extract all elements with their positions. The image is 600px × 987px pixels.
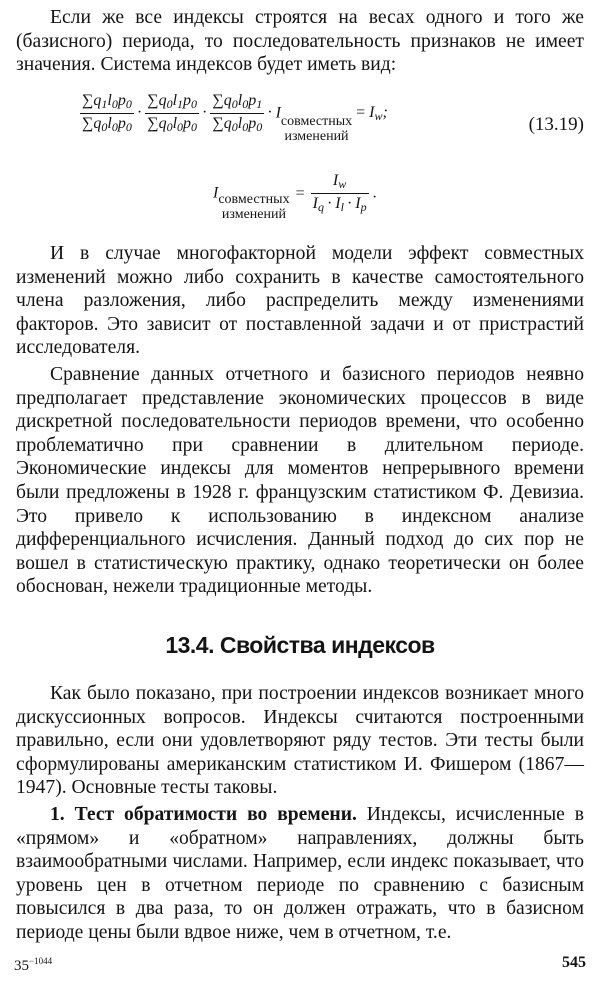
section-heading: 13.4. Свойства индексов [165, 632, 435, 658]
paragraph-intro-text: Если же все индексы строятся на весах одного и того же (базисного) периода, то последовательность признаков не имеет значения. Система индексов будет иметь вид: [16, 7, 584, 76]
paragraph-tests-intro-text: Как было показано, при построении индексов возникает много дискуссионных вопросов. Индексы считаются построенными правильно, если они удовлетворяют ряду тестов. Эти тесты были сформулированы американским статистиком И. Фишером (1867—1947). Основные тесты таковы. [16, 683, 584, 799]
equation-number: (13.19) [528, 114, 584, 135]
fraction-2: $\frac{\sum q_0l_1p_0}{\sum q_0l_0p_0}$ [147, 92, 198, 134]
formula-1-subscript: совместных изменений [280, 114, 353, 144]
paragraph-comparison [16, 363, 584, 599]
fraction-1: $\frac{\sum q_1l_0p_0}{\sum q_0l_0p_0}$ [82, 92, 132, 134]
formula-joint-changes: Iсовместных изменений= $\frac{I_w}{I_q \cdot I_l \cdot I_p}$ . [213, 172, 377, 222]
printer-signature: $35^{-1044}$ [14, 956, 53, 974]
test-title: 1. Тест обратимости во времени. [50, 804, 357, 825]
paragraph-multifactor-text: И в случае многофакторной модели эффект совместных изменений можно либо сохранить в качестве самостоятельного члена разложения, либо распределить между изменениями факторов. Это зависит от поставленной задачи и от пристрастий исследователя. [16, 243, 584, 359]
formula-2-subscript: совместных изменений [218, 192, 290, 222]
fraction-3: $\frac{\sum q_0l_0p_1}{\sum q_0l_0p_0}$ [212, 92, 263, 134]
formula-13-19: $\frac{\sum q_1l_0p_0}{\sum q_0l_0p_0}$ · $\frac{\sum q_0l_1p_0}{\sum q_0l_0p_0}$ · $\frac{\sum q_0l_0p_1}{\sum q_0l_0p_0}$ · Iсовместных изменений = $I_w$; [82, 92, 388, 144]
paragraph-time-reversal [16, 803, 584, 945]
paragraph-multifactor [16, 242, 584, 360]
paragraph-comparison-text: Сравнение данных отчетного и базисного периодов неявно предполагает представление экономических процессов в виде дискретной последовательности периодов времени, что особенно проблематично при сравнении в длительном периоде. Экономические индексы для моментов непрерывного времени были предложены в 1928 г. французским статистиком Ф. Девизиа. Это привело к использованию в индексном анализе дифференциального исчисления. Данный подход до сих пор не вошел в статистическую практику, однако теоретически он более обоснован, нежели традиционные методы. [16, 364, 584, 598]
paragraph-intro [16, 6, 584, 77]
fraction-4: $\frac{I_w}{I_q \cdot I_l \cdot I_p}$ [312, 172, 367, 214]
paragraph-time-reversal-text: Индексы, исчисленные в «прямом» и «обратном» направлениях, должны быть взаимообратными числами. Например, если индекс показывает, что уровень цен в отчетном периоде по сравнению с базисным повысился в два раза, то он должен отражать, что в базисном периоде цены были вдвое ниже, чем в отчетном, т.е. [16, 804, 584, 943]
paragraph-tests-intro [16, 682, 584, 800]
page-number: 545 [562, 954, 586, 971]
